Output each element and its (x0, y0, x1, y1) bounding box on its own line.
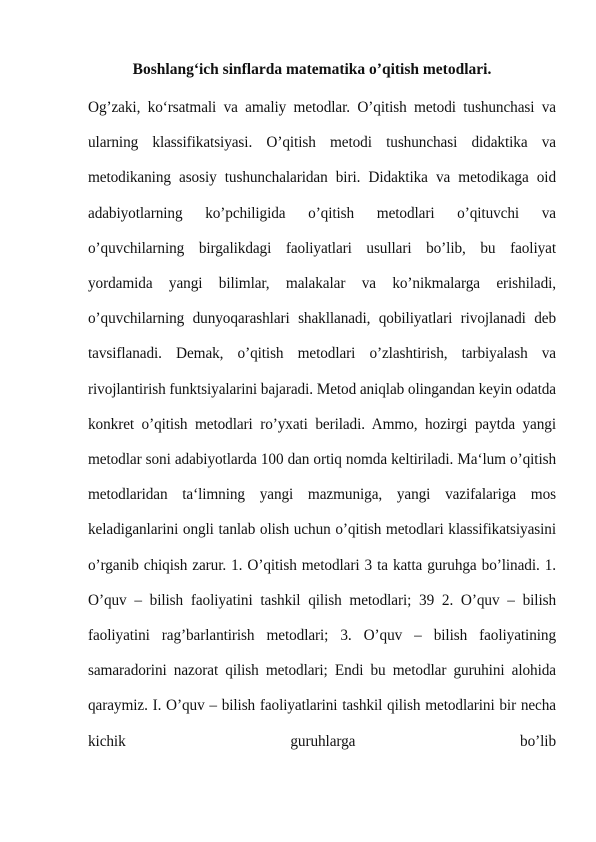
document-body-paragraph: Og’zaki, ko‘rsatmali va amaliy metodlar. O’qitish metodi tushunchasi va ularning klassifikatsiyasi. O’qitish metodi tushunchasi didaktika va metodikaning asosiy tushunchalaridan biri. Didaktika va metodikaga oid adabiyotlarning ko’pchiligida o’qitish metodlari o’qituvchi va o’quvchilarning birgalikdagi faoliyatlari usullari bo’lib, bu faoliyat yordamida yangi bilimlar, malakalar va ko’nikmalarga erishiladi, o’quvchilarning dunyoqarashlari shakllanadi, qobiliyatlari rivojlanadi deb tavsiflanadi. Demak, o’qitish metodlari o’zlashtirish, tarbiyalash va rivojlantirish funktsiyalarini bajaradi. Metod aniqlab olingandan keyin odatda konkret o’qitish metodlari ro’yxati beriladi. Ammo, hozirgi paytda yangi metodlar soni adabiyotlarda 100 dan ortiq nomda keltiriladi. Ma‘lum o’qitish metodlaridan ta‘limning yangi mazmuniga, yangi vazifalariga mos keladiganlarini ongli tanlab olish uchun o’qitish metodlari klassifikatsiyasini o’rganib chiqish zarur. 1. O’qitish metodlari 3 ta katta guruhga bo’linadi. 1. O’quv – bilish faoliyatini tashkil qilish metodlari; 39 2. O’quv – bilish faoliyatini rag’barlantirish metodlari; 3. O’quv – bilish faoliyatining samaradorini nazorat qilish metodlari; Endi bu metodlar guruhini alohida qaraymiz. I. O’quv – bilish faoliyatlarini tashkil qilish metodlarini bir necha kichik guruhlarga bo’lib (88, 99, 556, 750)
document-title: Boshlang‘ich sinflarda matematika o’qitish metodlari. (132, 61, 492, 78)
